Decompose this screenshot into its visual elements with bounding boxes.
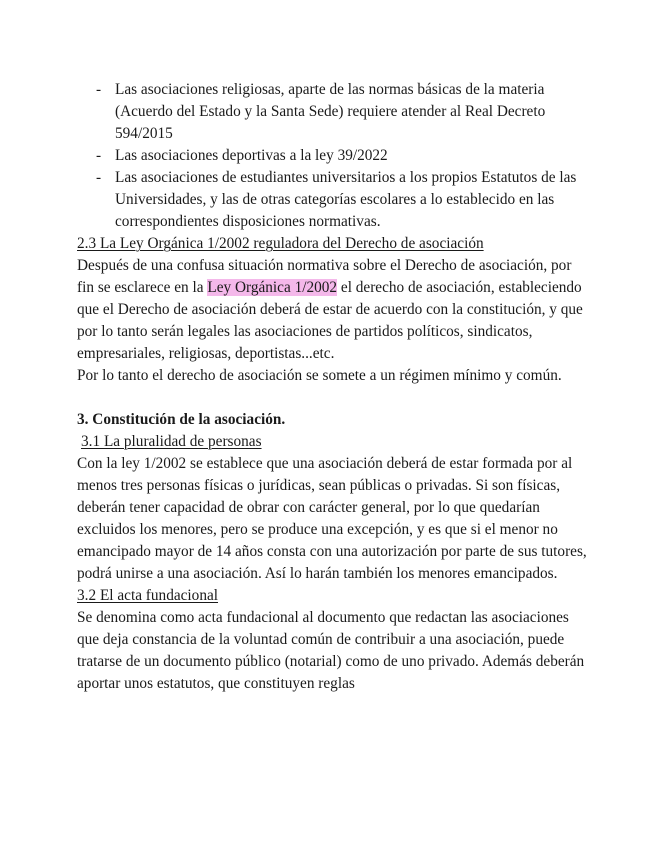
bullet-dash: - bbox=[96, 169, 102, 186]
section-2-3-conclusion: Por lo tanto el derecho de asociación se somete a un régimen mínimo y común. bbox=[77, 367, 562, 384]
highlighted-law-reference: Ley Orgánica 1/2002 bbox=[207, 279, 338, 296]
bullet-text: Las asociaciones de estudiantes universitarios a los propios Estatutos de las Universidades, y las de otras categorías escolares a lo establecido en las correspondientes disposiciones normativas. bbox=[115, 169, 577, 230]
section-3-2-heading: 3.2 El acta fundacional bbox=[77, 587, 219, 604]
section-2-3-heading: 2.3 La Ley Orgánica 1/2002 reguladora del Derecho de asociación bbox=[77, 235, 484, 252]
section-3-1-paragraph: Con la ley 1/2002 se establece que una asociación deberá de estar formada por al menos tres personas físicas o jurídicas, sean públicas o privadas. Si son físicas, deberán tener capacidad de obrar con carácter general, por lo que quedarían excluidos los menores, pero se produce una excepción, y es que si el menor no emancipado mayor de 14 años consta con una autorización por parte de sus tutores, podrá unirse a una asociación. Así lo harán también los menores emancipados. bbox=[77, 455, 587, 582]
list-item bbox=[77, 167, 587, 233]
bullet-text: Las asociaciones deportivas a la ley 39/2022 bbox=[115, 147, 388, 164]
list-item bbox=[77, 79, 587, 145]
bullet-text: Las asociaciones religiosas, aparte de las normas básicas de la materia (Acuerdo del Estado y la Santa Sede) requiere atender al Real Decreto 594/2015 bbox=[115, 81, 546, 142]
paragraph-text: Después de una confusa situación normativa sobre el Derecho de asociación, por fin se esclarece en la bbox=[77, 257, 572, 296]
bullet-dash: - bbox=[96, 81, 102, 98]
list-item bbox=[77, 145, 587, 167]
section-2-3-paragraph bbox=[77, 255, 587, 365]
section-3-2-paragraph: Se denomina como acta fundacional al documento que redactan las asociaciones que deja constancia de la voluntad común de contribuir a una asociación, puede tratarse de un documento público (notarial) como de uno privado. Además deberán aportar unos estatutos, que constituyen reglas bbox=[77, 609, 585, 692]
section-3-title: 3. Constitución de la asociación. bbox=[77, 411, 286, 428]
paragraph-text: el derecho de asociación, estableciendo que el Derecho de asociación deberá de estar de acuerdo con la constitución, y que por lo tanto serán legales las asociaciones de partidos políticos, sindicatos, empresariales, religiosas, deportistas...etc. bbox=[77, 279, 583, 362]
bullet-list bbox=[77, 79, 587, 233]
document-content bbox=[77, 79, 587, 695]
section-3-1-heading: 3.1 La pluralidad de personas bbox=[81, 433, 262, 450]
bullet-dash: - bbox=[96, 147, 102, 164]
